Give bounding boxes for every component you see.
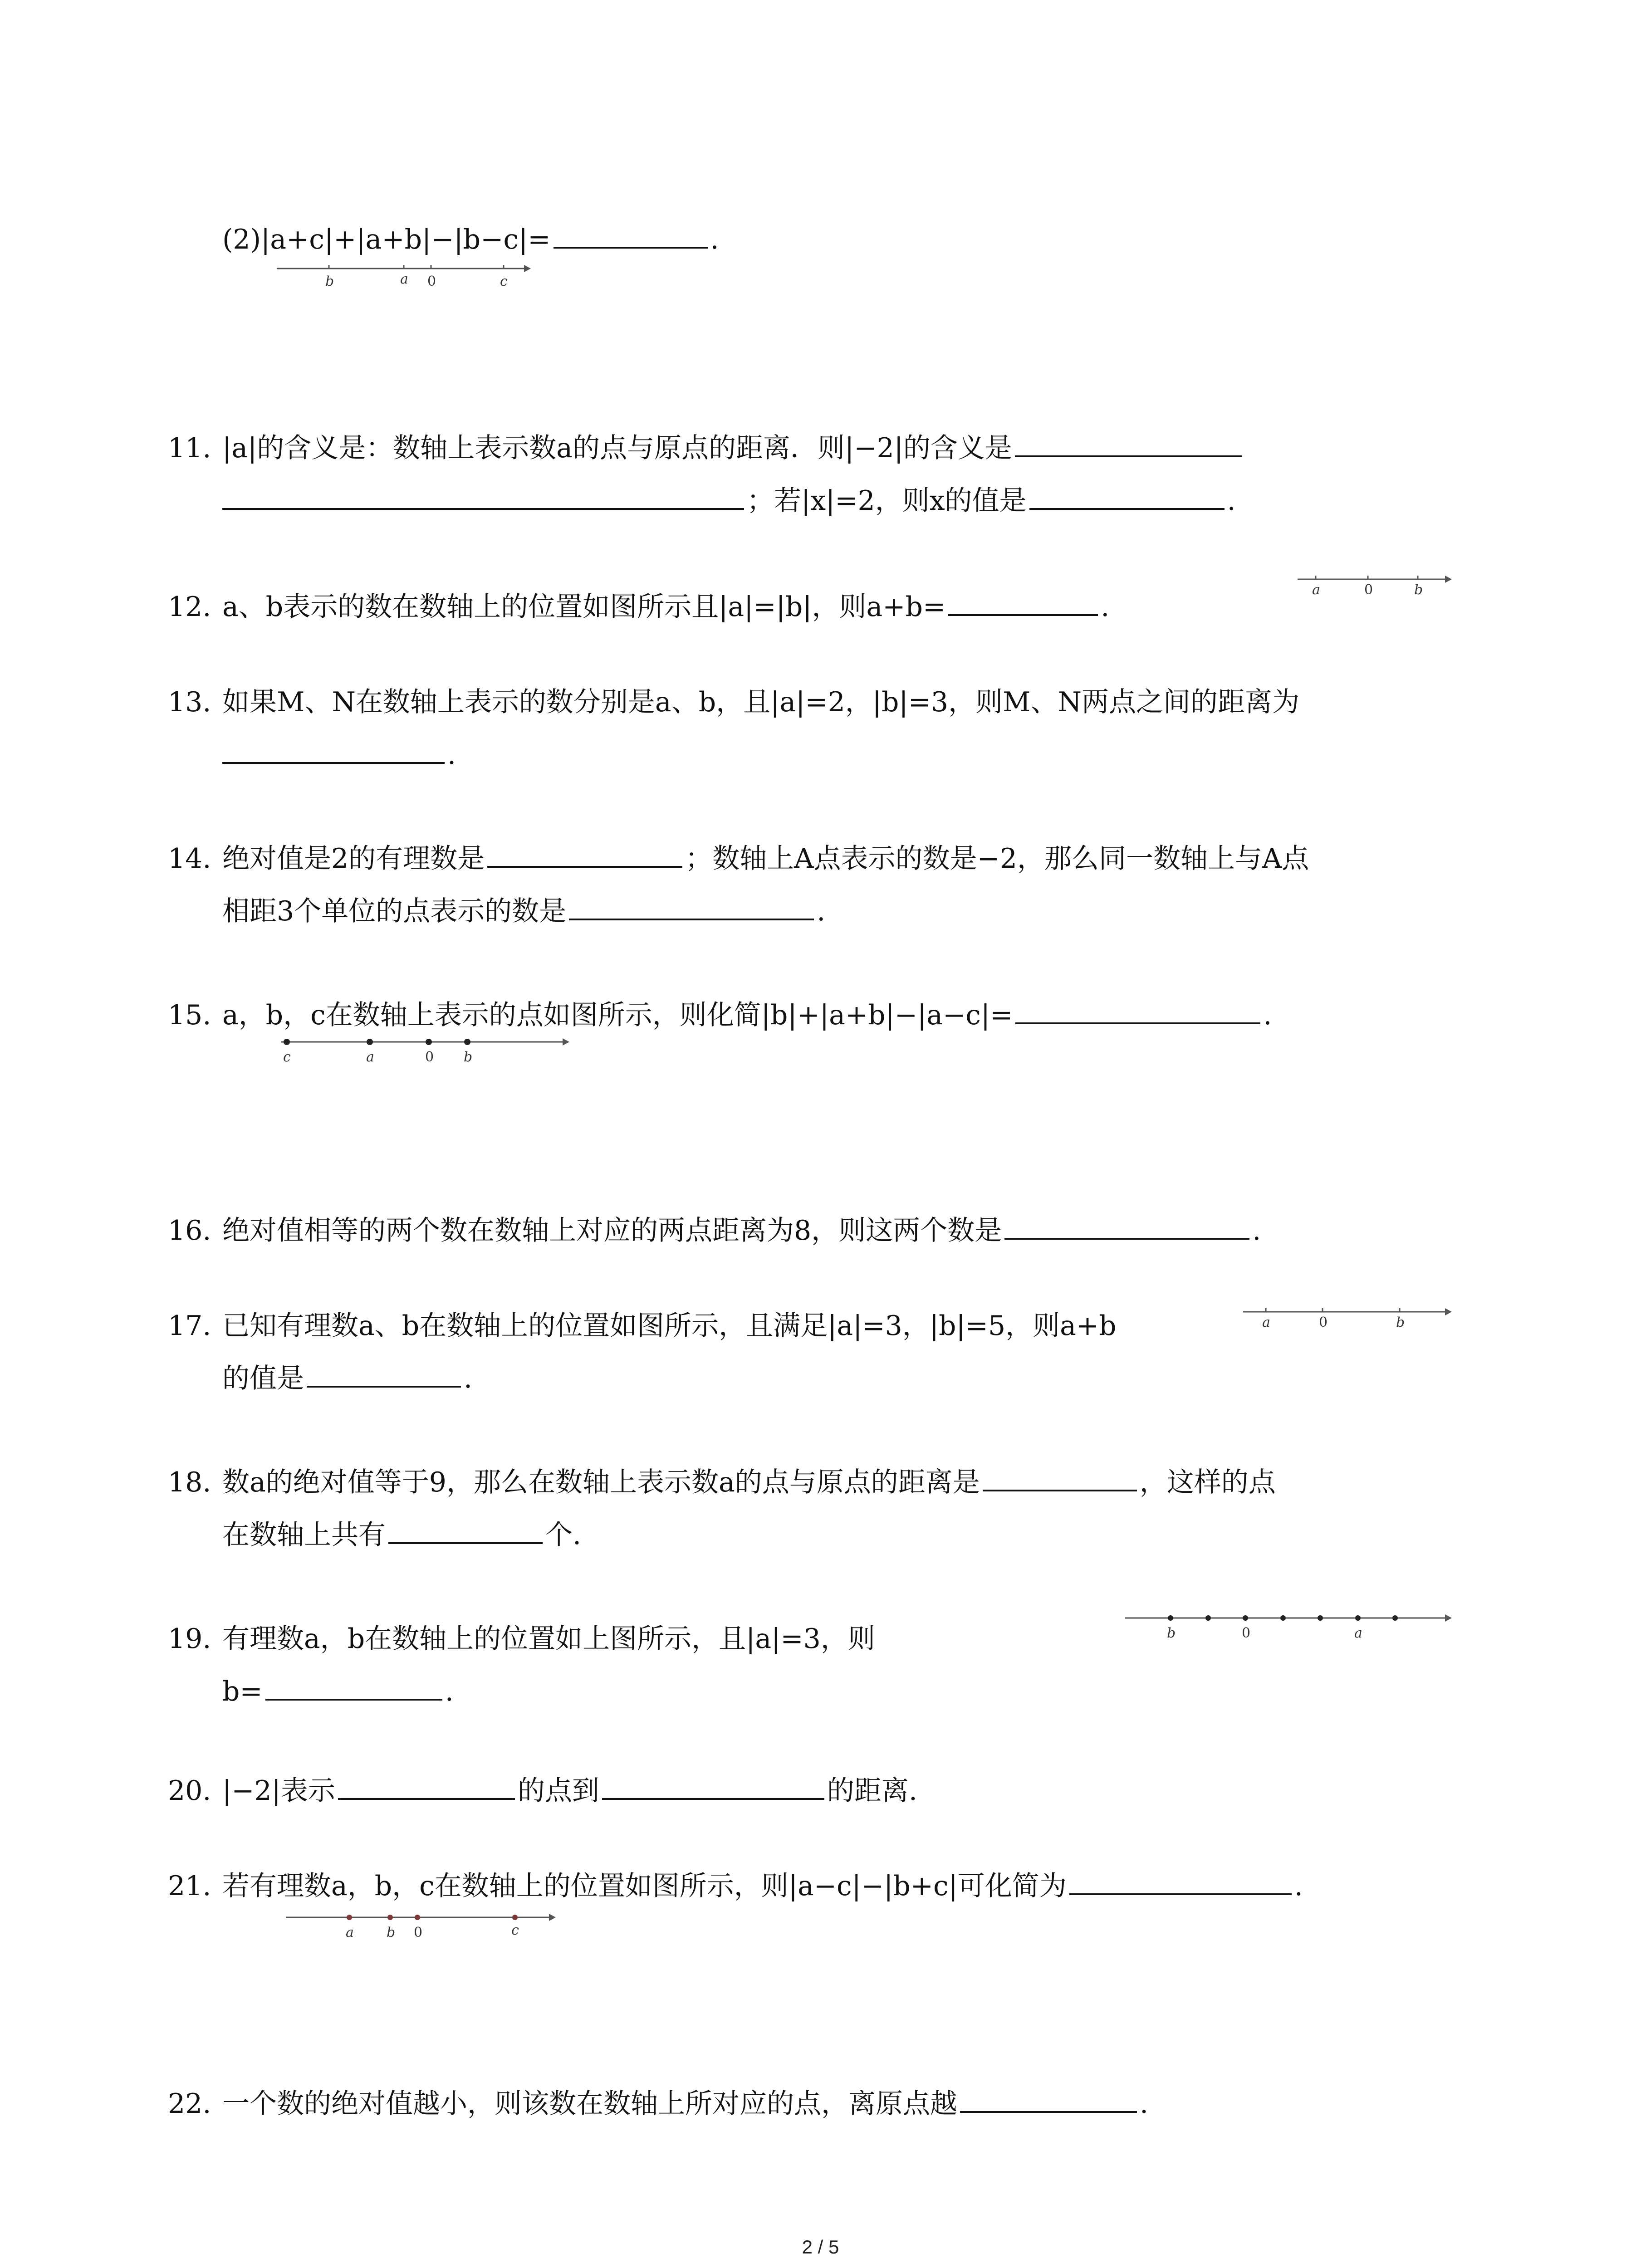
q16-number: 16. (168, 1215, 211, 1246)
q12-number: 12. (168, 591, 211, 623)
question-17: 17. 已知有理数a、b在数轴上的位置如图所示，且满足|a|=3，|b|=5，则a+b 的值是 . (222, 1300, 1470, 1405)
q17-label-0: 0 (1319, 1315, 1328, 1330)
q17-number-line (1243, 1302, 1452, 1334)
q11-answer-blank-1-cont[interactable] (222, 480, 744, 510)
q12-label-a: a (1312, 582, 1320, 598)
q18-number: 18. (168, 1466, 211, 1498)
q13-answer-blank[interactable] (222, 734, 445, 764)
q21-answer-blank[interactable] (1069, 1865, 1292, 1895)
q10-label-c: c (500, 274, 508, 289)
q18-answer-blank-2[interactable] (388, 1514, 543, 1544)
q14-answer-blank-1[interactable] (487, 838, 682, 868)
q21-label-b: b (387, 1925, 396, 1941)
q10-text: (2)|a+c|+|a+b|−|b−c|= (222, 224, 551, 255)
q21-number: 21. (168, 1870, 211, 1902)
q21-label-a: a (346, 1925, 354, 1941)
q15-label-a: a (366, 1049, 374, 1065)
q19-number-line (1125, 1608, 1452, 1642)
q10-label-0: 0 (427, 274, 436, 289)
q20-answer-blank-1[interactable] (338, 1770, 515, 1800)
q15-number-line (281, 1032, 572, 1068)
q17-label-a: a (1262, 1315, 1270, 1330)
question-11: 11. |a|的含义是：数轴上表示数a的点与原点的距离．则|−2|的含义是 ；若|x|=2，则x的值是 . (222, 422, 1470, 527)
q15-label-b: b (464, 1049, 473, 1065)
q10-label-a: a (400, 271, 408, 287)
q12-label-0: 0 (1364, 582, 1373, 598)
question-18: 18. 数a的绝对值等于9，那么在数轴上表示数a的点与原点的距离是 ，这样的点 在数轴上共有 个. (222, 1456, 1470, 1561)
question-20: 20. |−2|表示 的点到 的距离. (222, 1765, 1470, 1817)
q15-label-0: 0 (425, 1049, 434, 1065)
q17-number: 17. (168, 1310, 211, 1342)
q19-label-a: a (1354, 1625, 1362, 1641)
q12-label-b: b (1414, 582, 1423, 598)
q20-answer-blank-2[interactable] (602, 1770, 824, 1800)
q20-number: 20. (168, 1775, 211, 1807)
q12-number-line (1298, 569, 1452, 601)
q21-label-0: 0 (414, 1925, 423, 1941)
q12-answer-blank[interactable] (948, 586, 1098, 616)
q19-number: 19. (168, 1623, 211, 1655)
q11-number: 11. (168, 432, 211, 464)
q22-answer-blank[interactable] (960, 2083, 1137, 2113)
q15-label-c: c (283, 1049, 291, 1065)
question-10-part-2: (2)|a+c|+|a+b|−|b−c|= . (222, 213, 1470, 266)
q16-answer-blank[interactable] (1004, 1210, 1249, 1240)
q15-number: 15. (168, 999, 211, 1031)
question-16: 16. 绝对值相等的两个数在数轴上对应的两点距离为8，则这两个数是 . (222, 1204, 1470, 1257)
q10-label-b: b (325, 274, 334, 289)
q14-number: 14. (168, 843, 211, 875)
question-13: 13. 如果M、N在数轴上表示的数分别是a、b，且|a|=2，|b|=3，则M、N两点之间的距离为 . (222, 676, 1470, 781)
question-22: 22. 一个数的绝对值越小，则该数在数轴上所对应的点，离原点越 . (222, 2077, 1470, 2130)
q18-answer-blank-1[interactable] (983, 1461, 1137, 1491)
q14-answer-blank-2[interactable] (569, 890, 814, 920)
q17-answer-blank[interactable] (307, 1358, 461, 1388)
question-14: 14. 绝对值是2的有理数是 ；数轴上A点表示的数是−2，那么同一数轴上与A点 相距3个单位的点表示的数是 . (222, 832, 1470, 938)
q10-number-line (277, 259, 531, 295)
question-19: 19. 有理数a，b在数轴上的位置如上图所示，且|a|=3，则 b= . (222, 1613, 1470, 1718)
q10-answer-blank[interactable] (554, 219, 708, 249)
q17-label-b: b (1396, 1315, 1405, 1330)
q19-answer-blank[interactable] (265, 1671, 442, 1701)
page-number: 2 / 5 (802, 2236, 839, 2258)
q19-label-0: 0 (1242, 1625, 1251, 1641)
q22-number: 22. (168, 2088, 211, 2120)
q21-label-c: c (511, 1922, 519, 1938)
q11-answer-blank-2[interactable] (1029, 480, 1225, 510)
q13-number: 13. (168, 686, 211, 718)
q21-number-line (286, 1907, 558, 1944)
question-15: 15. a，b，c在数轴上表示的点如图所示，则化简|b|+|a+b|−|a−c|= . (222, 989, 1470, 1041)
question-12: 12. a、b表示的数在数轴上的位置如图所示且|a|=|b|，则a+b= . (222, 581, 1470, 633)
question-21: 21. 若有理数a，b，c在数轴上的位置如图所示，则|a−c|−|b+c|可化简为 . (222, 1860, 1470, 1912)
q15-answer-blank[interactable] (1015, 994, 1260, 1024)
q11-answer-blank-1[interactable] (1015, 427, 1242, 457)
q19-label-b: b (1167, 1625, 1176, 1641)
